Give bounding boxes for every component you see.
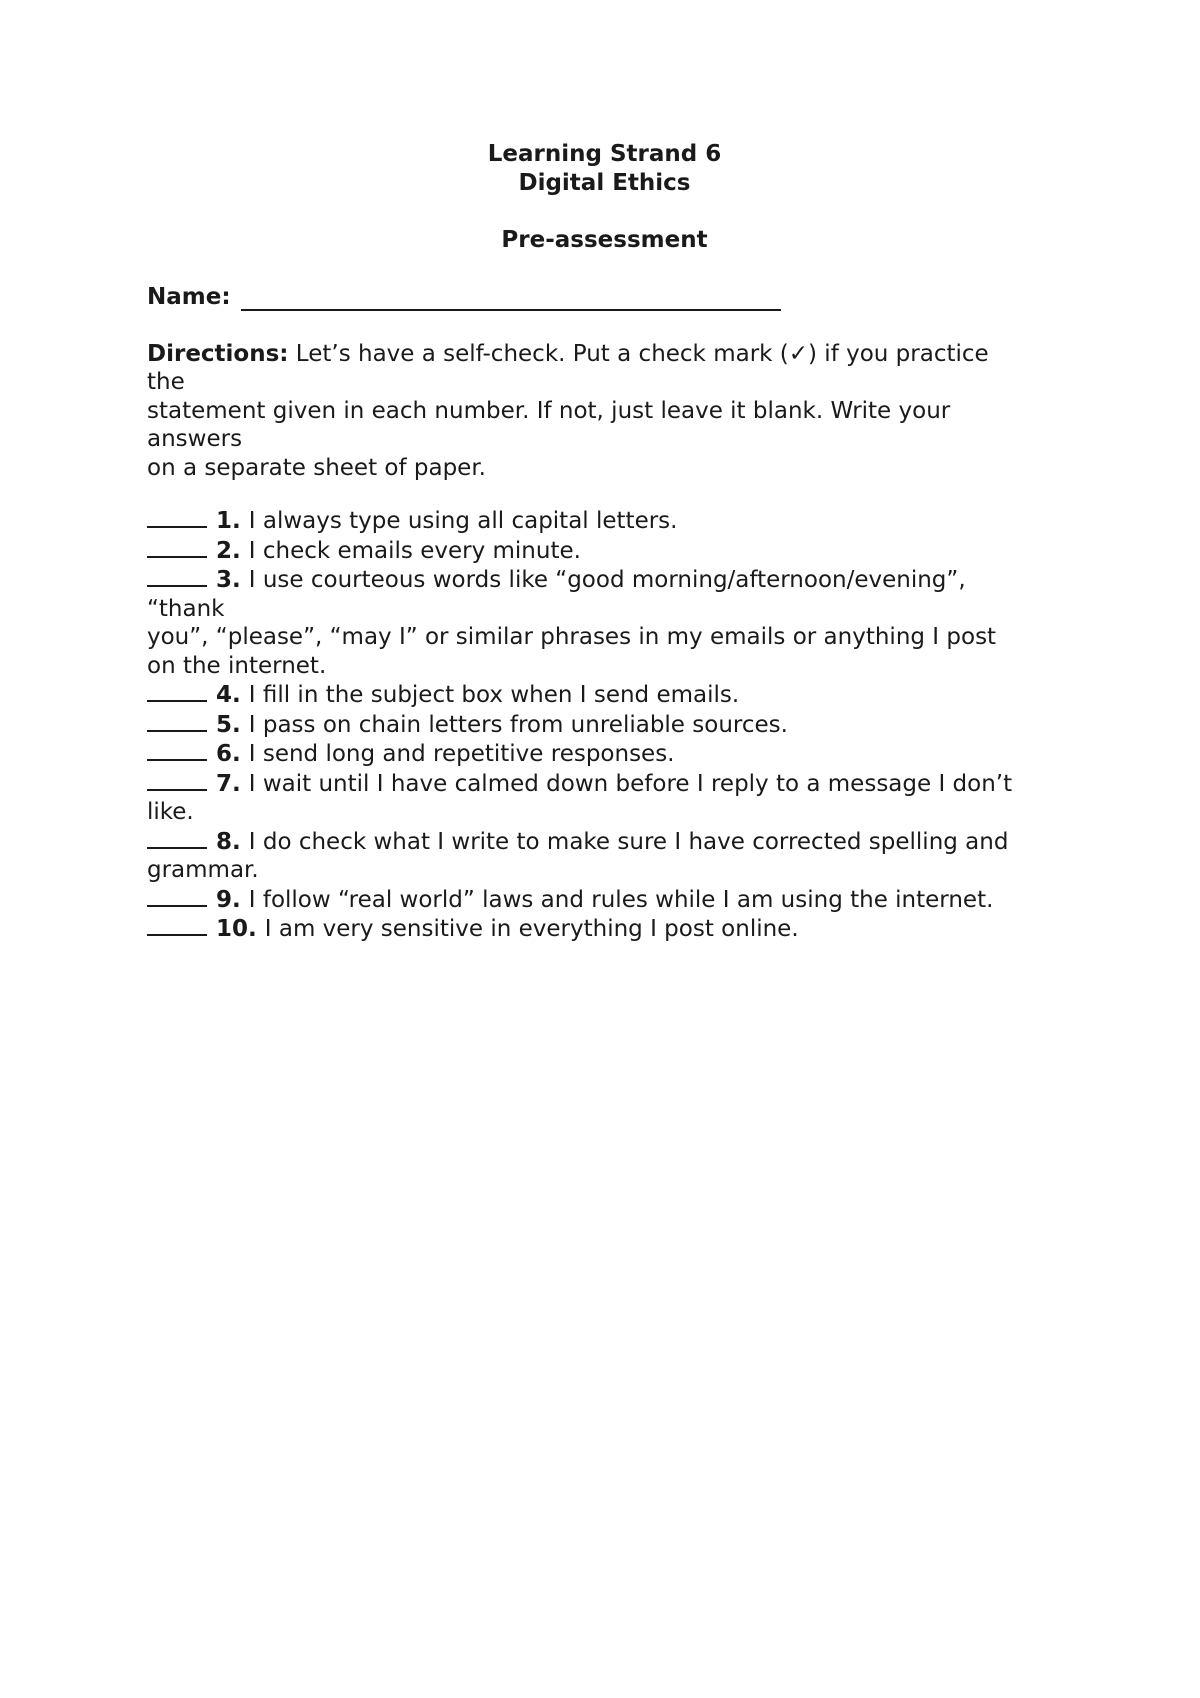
answer-blank[interactable] — [147, 827, 207, 849]
item-text: I follow “real world” laws and rules while I am using the internet. — [248, 886, 994, 913]
item-text: I send long and repetitive responses. — [248, 741, 675, 767]
worksheet-title: Learning Strand 6 — [487, 141, 722, 167]
directions-line: answers — [147, 426, 243, 452]
item-line — [147, 710, 1067, 740]
item-line — [147, 680, 1067, 710]
item-line: grammar. — [147, 857, 259, 883]
item-list — [147, 506, 1067, 944]
directions-line: statement given in each number. If not, just leave it blank. Write your — [147, 397, 951, 424]
spacer — [147, 197, 1062, 226]
item-line — [147, 769, 1067, 799]
worksheet-subtitle: Digital Ethics — [518, 169, 691, 196]
item-text: I always type using all capital letters. — [248, 508, 678, 534]
list-item — [147, 710, 1067, 740]
answer-blank[interactable] — [147, 536, 207, 558]
directions-text: Let’s have a self-check. Put a check mark (✓) if you practice — [288, 340, 989, 367]
name-row — [147, 283, 1067, 312]
item-line — [147, 885, 1067, 915]
worksheet-page — [147, 140, 1067, 944]
list-item — [147, 680, 1067, 710]
item-line — [147, 739, 1067, 769]
item-number: 4. — [216, 682, 241, 708]
item-line — [147, 565, 1067, 595]
item-number: 1. — [216, 508, 241, 534]
list-item — [147, 885, 1067, 915]
item-line — [147, 827, 1067, 857]
answer-blank[interactable] — [147, 680, 207, 702]
item-number: 2. — [216, 537, 241, 564]
title-block — [147, 140, 1062, 254]
answer-blank[interactable] — [147, 565, 207, 587]
answer-blank[interactable] — [147, 914, 207, 936]
item-number: 3. — [216, 567, 241, 593]
name-blank-line[interactable] — [241, 287, 781, 311]
item-number: 9. — [216, 886, 241, 913]
item-number: 8. — [216, 828, 241, 855]
list-item — [147, 739, 1067, 769]
list-item — [147, 506, 1067, 536]
item-number: 7. — [216, 770, 241, 797]
directions-line — [147, 340, 1067, 369]
item-text: I do check what I write to make sure I have corrected spelling and — [248, 828, 1009, 855]
item-line: on the internet. — [147, 652, 327, 679]
item-number: 5. — [216, 711, 241, 738]
item-line — [147, 536, 1067, 566]
directions — [147, 340, 1067, 483]
answer-blank[interactable] — [147, 739, 207, 761]
item-text: I pass on chain letters from unreliable sources. — [248, 711, 788, 738]
list-item — [147, 769, 1067, 827]
item-line: you”, “please”, “may I” or similar phrases in my emails or anything I post — [147, 624, 997, 650]
directions-label: Directions: — [147, 340, 289, 367]
answer-blank[interactable] — [147, 710, 207, 732]
item-number: 6. — [216, 741, 241, 767]
directions-line: on a separate sheet of paper. — [147, 454, 486, 481]
item-text: I wait until I have calmed down before I reply to a message I don’t — [248, 770, 1013, 797]
list-item — [147, 565, 1067, 680]
item-line: “thank — [147, 595, 225, 622]
item-number: 10. — [216, 916, 257, 942]
spacer — [147, 311, 1067, 340]
item-line — [147, 506, 1067, 536]
item-text: I fill in the subject box when I send emails. — [248, 682, 740, 708]
item-text: I check emails every minute. — [248, 537, 581, 564]
item-text: I use courteous words like “good morning/afternoon/evening”, — [248, 567, 966, 593]
answer-blank[interactable] — [147, 506, 207, 528]
spacer — [147, 254, 1067, 283]
directions-line: the — [147, 369, 185, 395]
list-item — [147, 536, 1067, 566]
list-item — [147, 827, 1067, 885]
item-text: I am very sensitive in everything I post online. — [264, 916, 799, 942]
section-heading: Pre-assessment — [501, 226, 708, 253]
list-item — [147, 914, 1067, 944]
item-line — [147, 914, 1067, 944]
item-line: like. — [147, 799, 194, 825]
name-label: Name: — [147, 283, 231, 310]
answer-blank[interactable] — [147, 885, 207, 907]
answer-blank[interactable] — [147, 769, 207, 791]
